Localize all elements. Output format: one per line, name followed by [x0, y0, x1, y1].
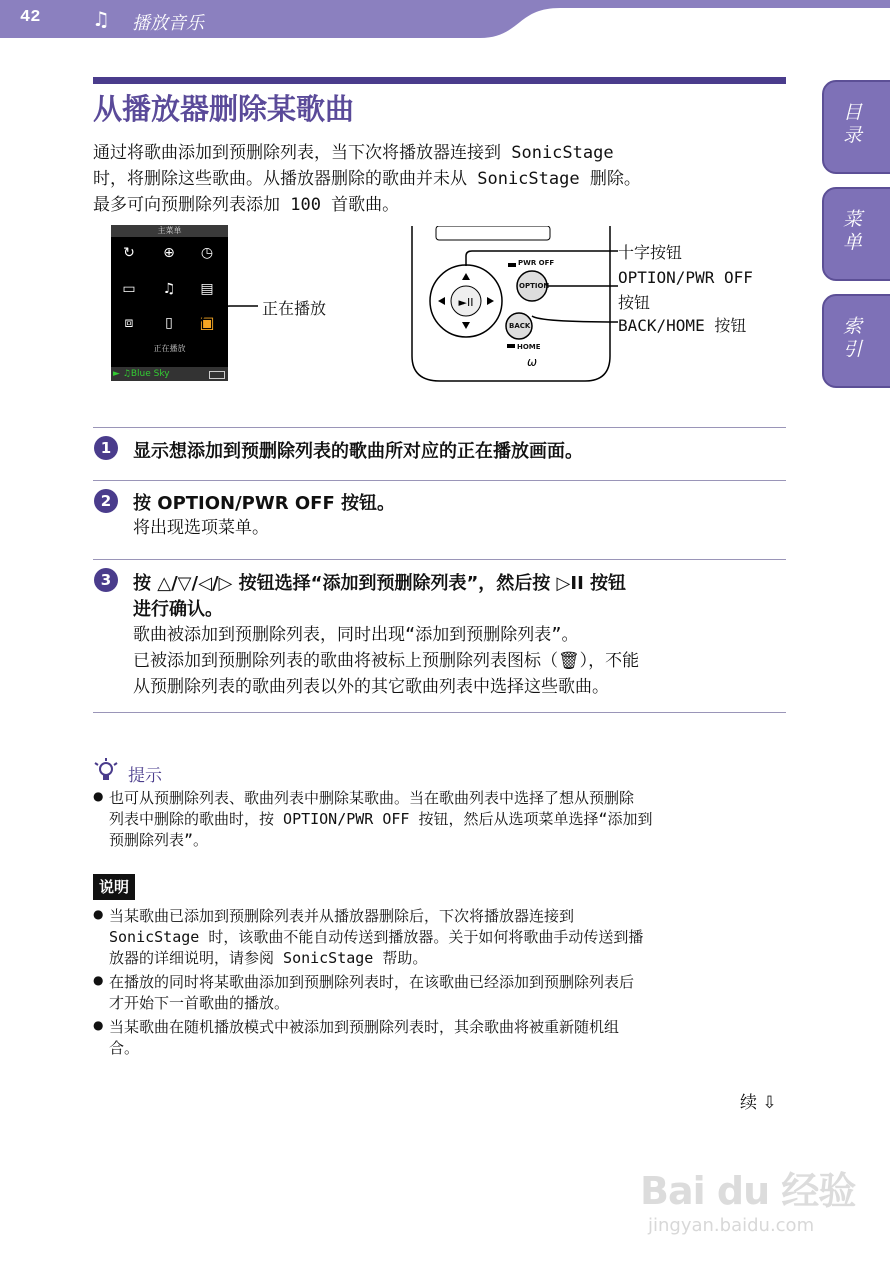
- music-icon: ♫: [162, 281, 176, 297]
- device-controls: [410, 226, 620, 386]
- screen-track-text: ► ♫Blue Sky: [113, 369, 170, 379]
- now-playing-icon: ▣: [199, 313, 215, 332]
- hint-title: 提示: [128, 766, 162, 786]
- note-line: 当某歌曲已添加到预删除列表并从播放器删除后，下次将播放器连接到: [109, 907, 575, 925]
- step-2-sub: 将出现选项菜单。: [133, 518, 269, 538]
- option-button: OPTION: [519, 282, 550, 290]
- callout-option-line1: OPTION/PWR OFF: [618, 268, 753, 287]
- step-number: 2: [94, 489, 118, 513]
- tab-index-label: 索引: [840, 316, 862, 362]
- intro-line: 最多可向预删除列表添加 100 首歌曲。: [93, 195, 400, 215]
- tab-index[interactable]: [822, 294, 890, 388]
- divider: [93, 427, 786, 428]
- callout-option-line2: 按钮: [618, 293, 651, 312]
- watermark-url: jingyan.baidu.com: [648, 1215, 815, 1236]
- lightbulb-icon: [93, 758, 119, 784]
- screen-now-playing-label: 正在播放: [153, 344, 186, 353]
- hint-line: 列表中删除的歌曲时，按 OPTION/PWR OFF 按钮，然后从选项菜单选择“添加到: [109, 810, 653, 828]
- shuffle-icon: ↻: [123, 245, 135, 261]
- callout-line-now-playing: [200, 300, 260, 330]
- notes-title: 说明: [93, 874, 135, 900]
- step-3-text-line1: 按 △/▽/◁/▷ 按钮选择“添加到预删除列表”，然后按 ▷II 按钮: [133, 573, 627, 594]
- toolbox-icon: ⧈: [124, 315, 134, 331]
- bullet-icon: ●: [93, 907, 104, 921]
- callout-back-home: BACK/HOME 按钮: [618, 316, 747, 335]
- step-number: 1: [94, 436, 118, 460]
- bullet-icon: ●: [93, 789, 104, 803]
- hint-line: 预删除列表”。: [109, 831, 209, 849]
- step-2-text: 按 OPTION/PWR OFF 按钮。: [133, 493, 396, 514]
- step-3-text-line2: 进行确认。: [133, 599, 223, 620]
- callout-cross-button: 十字按钮: [618, 243, 683, 262]
- divider: [93, 712, 786, 713]
- note-line: 才开始下一首歌曲的播放。: [109, 994, 290, 1012]
- pwr-off-label: PWR OFF: [518, 259, 555, 267]
- step-number: 3: [94, 568, 118, 592]
- back-button: BACK: [509, 322, 531, 330]
- step-3-sub: 歌曲被添加到预删除列表，同时出现“添加到预删除列表”。: [133, 625, 579, 645]
- photo-icon: ▭: [122, 281, 136, 297]
- bullet-icon: ●: [93, 973, 104, 987]
- svg-text:►II: ►II: [458, 296, 474, 309]
- battery-icon: [209, 371, 225, 379]
- page-number: 42: [20, 8, 41, 27]
- section-title: 播放音乐: [132, 13, 204, 34]
- screen-menu-title: 主菜单: [111, 225, 228, 237]
- note-line: 放器的详细说明，请参阅 SonicStage 帮助。: [109, 949, 428, 967]
- continue-link[interactable]: 续 ⇩: [740, 1093, 777, 1113]
- tab-contents[interactable]: [822, 80, 890, 174]
- divider: [93, 559, 786, 560]
- intro-line: 通过将歌曲添加到预删除列表，当下次将播放器连接到 SonicStage: [93, 143, 614, 163]
- bullet-icon: ●: [93, 1018, 104, 1032]
- step-3-sub: 已被添加到预删除列表的歌曲将被标上预删除列表图标（🗑），不能: [133, 651, 640, 671]
- screen-track-bar: [111, 367, 228, 381]
- search-icon: ⊕: [163, 245, 175, 261]
- note-line: SonicStage 时，该歌曲不能自动传送到播放器。关于如何将歌曲手动传送到播: [109, 928, 644, 946]
- note-line: 合。: [109, 1039, 140, 1057]
- step-1-text: 显示想添加到预删除列表的歌曲所对应的正在播放画面。: [133, 441, 583, 462]
- hint-line: 也可从预删除列表、歌曲列表中删除某歌曲。当在歌曲列表中选择了想从预删除: [109, 789, 635, 807]
- page-title: 从播放器删除某歌曲: [93, 92, 355, 126]
- home-label: HOME: [517, 343, 541, 351]
- tab-menu-label: 菜单: [840, 209, 862, 255]
- music-note-icon: ♫: [92, 7, 110, 31]
- tab-menu[interactable]: [822, 187, 890, 281]
- note-line: 在播放的同时将某歌曲添加到预删除列表时，在该歌曲已经添加到预删除列表后: [109, 973, 635, 991]
- document-icon: ▯: [165, 315, 173, 331]
- video-icon: ▤: [200, 281, 214, 297]
- watermark-logo: Bai du 经验: [640, 1169, 856, 1213]
- tab-contents-label: 目录: [840, 102, 862, 148]
- callout-now-playing: 正在播放: [262, 299, 327, 318]
- intro-line: 时，将删除这些歌曲。从播放器删除的歌曲并未从 SonicStage 删除。: [93, 169, 641, 189]
- clock-icon: ◷: [200, 245, 214, 261]
- step-3-sub: 从预删除列表的歌曲列表以外的其它歌曲列表中选择这些歌曲。: [133, 677, 609, 697]
- intro-paragraph: [93, 140, 793, 218]
- note-line: 当某歌曲在随机播放模式中被添加到预删除列表时，其余歌曲将被重新随机组: [109, 1018, 620, 1036]
- divider: [93, 480, 786, 481]
- svg-text:ω: ω: [526, 355, 538, 369]
- title-rule: [93, 77, 786, 84]
